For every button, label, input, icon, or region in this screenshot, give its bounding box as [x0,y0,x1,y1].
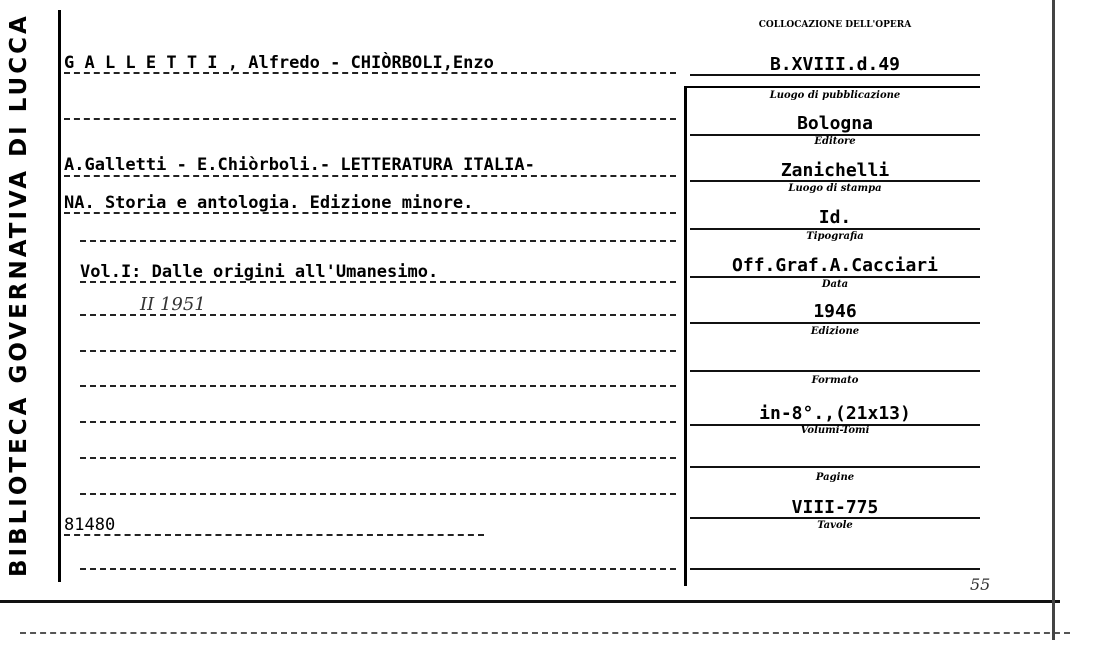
field-line-10 [690,568,980,570]
field-label-edition: Edizione [810,326,860,337]
field-value-date: 1946 [813,301,857,322]
field-value-print-place: Id. [818,207,852,228]
accession-number: 81480 [64,515,116,535]
field-value-publisher: Zanichelli [780,160,890,181]
rule-13 [64,534,484,536]
field-value-pages: VIII-775 [791,497,879,518]
author-line: G A L L E T T I , Alfredo - CHIÒRBOLI,Enzo [64,53,494,73]
rule-2 [64,118,676,120]
field-value-format: in-8°.,(21x13) [759,403,911,424]
field-line-9 [690,517,980,519]
rule-9 [80,385,676,387]
library-name: BIBLIOTECA GOVERNATIVA DI LUCCA [6,13,32,578]
volume-line: Vol.I: Dalle origini all'Umanesimo. [80,262,439,282]
shelfmark-line [690,74,980,76]
rule-5 [80,240,676,242]
field-line-3 [690,228,980,230]
field-label-format: Formato [811,375,859,386]
shelfmark: B.XVIII.d.49 [769,54,901,75]
field-line-2 [690,180,980,182]
rule-10 [80,421,676,423]
field-line-4 [690,276,980,278]
card-bottom-shadow [20,632,1070,634]
rule-3 [64,175,676,177]
field-label-volumes: Volumi-Tomi [800,425,870,436]
field-value-place: Bologna [797,113,873,134]
card-bottom-edge [0,600,1060,603]
corner-note: 55 [970,575,991,594]
field-label-print-place: Luogo di stampa [788,183,882,194]
handwritten-note: II 1951 [140,294,206,315]
title-line-2: NA. Storia e antologia. Edizione minore. [64,193,474,213]
rule-4 [64,212,676,214]
field-label-place: Luogo di pubblicazione [769,90,901,101]
rule-1 [64,72,676,74]
field-label-pages: Pagine [815,472,855,483]
rule-11 [80,457,676,459]
right-card-edge [1052,0,1055,640]
field-value-printer: Off.Graf.A.Cacciari [732,255,938,276]
left-margin-line [58,10,61,582]
field-label-printer: Tipografia [806,231,864,242]
rule-7 [80,314,676,316]
right-box-top [684,86,980,88]
field-label-publisher: Editore [814,136,856,147]
title-line-1: A.Galletti - E.Chiòrboli.- LETTERATURA ITALIA- [64,155,535,175]
field-line-8 [690,466,980,468]
rule-8 [80,350,676,352]
field-line-1 [690,134,980,136]
field-label-plates: Tavole [817,520,853,531]
heading-label: COLLOCAZIONE DELL'OPERA [758,20,912,30]
field-line-6 [690,370,980,372]
rule-6 [80,281,676,283]
right-box-border [684,86,687,586]
field-line-5 [690,322,980,324]
rule-12 [80,493,676,495]
rule-14 [80,568,676,570]
field-label-date: Data [821,279,849,290]
